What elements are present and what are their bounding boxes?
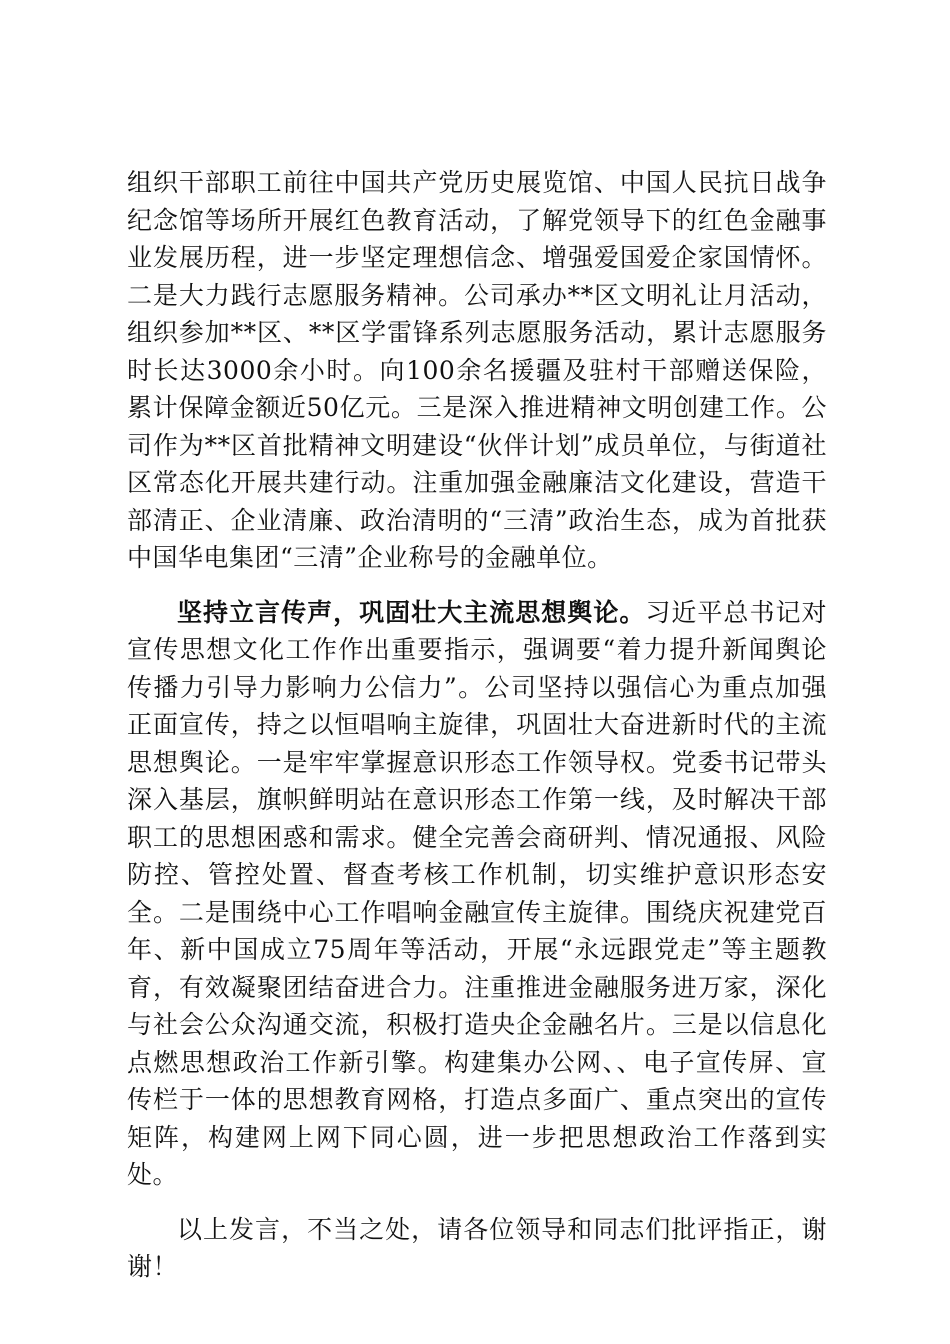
paragraph-lead-heading: 坚持立言传声，巩固壮大主流思想舆论。 (177, 597, 646, 627)
paragraph-spacer (127, 1194, 827, 1211)
paragraph-red-education: 组织干部职工前往中国共产党历史展览馆、中国人民抗日战争纪念馆等场所开展红色教育活动，了解党领导下的红色金融事业发展历程，进一步坚定理想信念、增强爱国爱企家国情怀。二是大力践行志愿服务精神。公司承办**区文明礼让月活动，组织参加**区、**区学雷锋系列志愿服务活动，累计志愿服务时长达3000余小时。向100余名援疆及驻村干部赠送保险，累计保障金额近50亿元。三是深入推进精神文明创建工作。公司作为**区首批精神文明建设“伙伴计划”成员单位，与街道社区常态化开展共建行动。注重加强金融廉洁文化建设，营造干部清正、企业清廉、政治清明的“三清”政治生态，成为首批获中国华电集团“三清”企业称号的金融单位。 (127, 168, 827, 572)
document-body (127, 164, 827, 1286)
paragraph-publicity-body: 习近平总书记对宣传思想文化工作作出重要指示，强调要“着力提升新闻舆论传播力引导力影响力公信力”。公司坚持以强信心为重点加强正面宣传，持之以恒唱响主旋律，巩固壮大奋进新时代的主流思想舆论。一是牢牢掌握意识形态工作领导权。党委书记带头深入基层，旗帜鲜明站在意识形态工作第一线，及时解决干部职工的思想困惑和需求。健全完善会商研判、情况通报、风险防控、管控处置、督查考核工作机制，切实维护意识形态安全。二是围绕中心工作唱响金融宣传主旋律。围绕庆祝建党百年、新中国成立75周年等活动，开展“永远跟党走”等主题教育，有效凝聚团结奋进合力。注重推进金融服务进万家，深化与社会公众沟通交流，积极打造央企金融名片。三是以信息化点燃思想政治工作新引擎。构建集办公网、、电子宣传屏、宣传栏于一体的思想教育网格，打造点多面广、重点突出的宣传矩阵，构建网上网下同心圆，进一步把思想政治工作落到实处。 (127, 597, 827, 1189)
paragraph-publicity (127, 594, 827, 1194)
paragraph-spacer (127, 577, 827, 594)
paragraph-closing: 以上发言，不当之处，请各位领导和同志们批评指正，谢谢！ (127, 1214, 827, 1281)
